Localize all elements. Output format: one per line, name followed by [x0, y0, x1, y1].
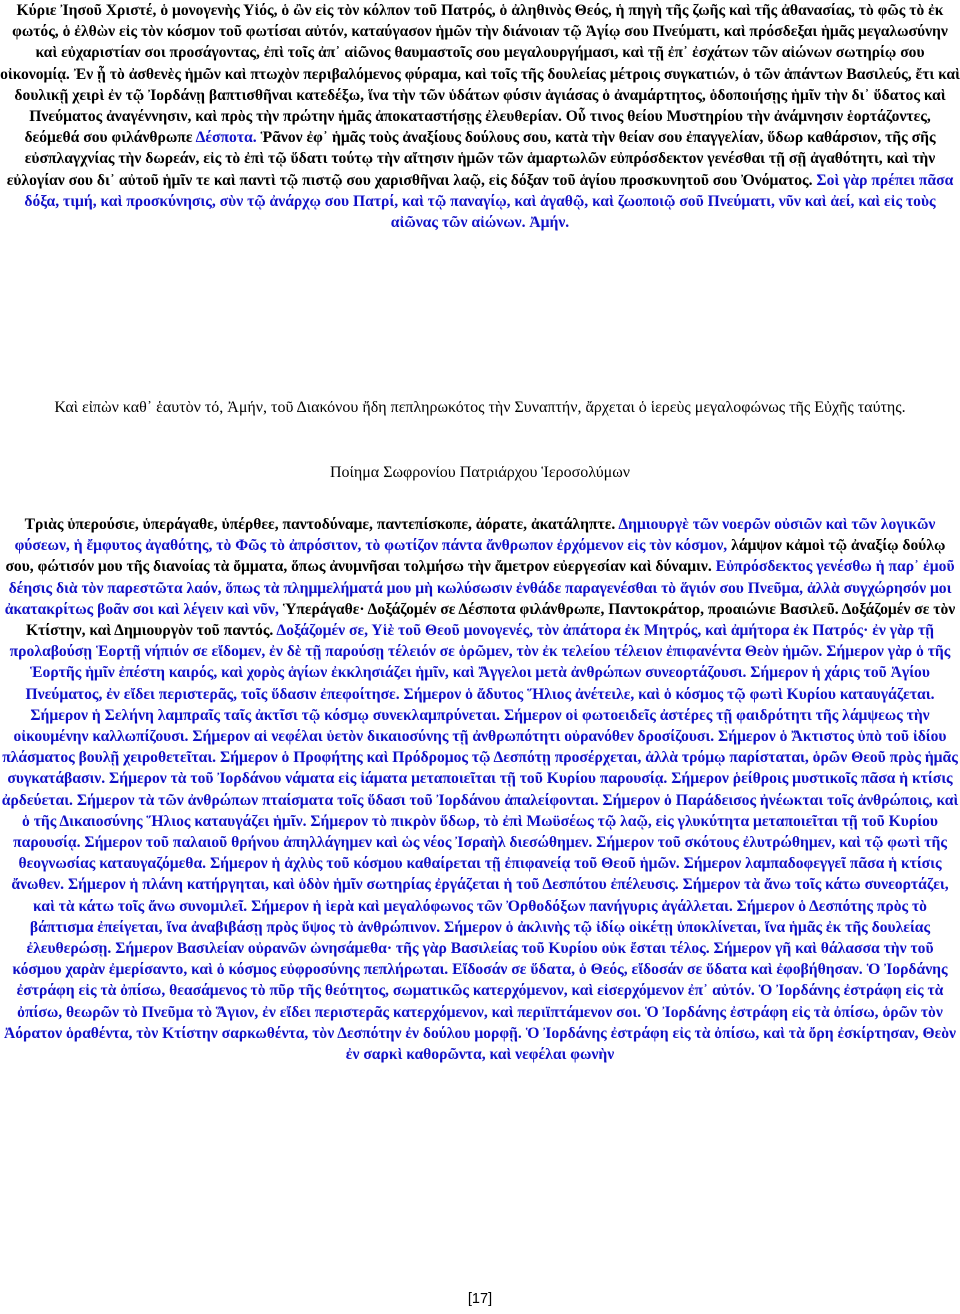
hymn-part-2: λάμψον κἀμοὶ τῷ ἀναξίῳ δούλῳ σου, φώτισόν μου τῆς διανοίας τὰ ὄμματα, ὅπως ἀνυμνῆσαι τολμήσω τὴν ἄμετρον εὐεργεσίαν καὶ δύναμιν.	[5, 537, 946, 576]
prayer-paragraph	[0, 0, 960, 233]
hymn-paragraph	[0, 514, 960, 1065]
hymn-red-1: Δημιουργὲ τῶν νοερῶν οὐσιῶν καὶ τῶν λογικῶν φύσεων, ἡ ἔμφυτος ἀγαθότης, τὸ Φῶς τὸ ἀπρόσιτον, τὸ φωτίζον πάντα ἄνθρωπον ἐρχόμενον εἰς τὸν κόσμον,	[14, 516, 936, 555]
prayer-text-mid: Ῥᾶνον ἐφ᾽ ἡμᾶς τοὺς ἀναξίους δούλους σου, κατὰ τὴν θείαν σου ἐπαγγελίαν, ὕδωρ καθάρσιον, τῆς σῆς εὐσπλαγχνίας τὴν δωρεάν, εἰς τὸ ἐπὶ τῷ ὕδατι τούτῳ τὴν αἴτησιν ἡμῶν τῶν ἁμαρτωλῶν εὐπρόσδεκτον γενέσθαι τῇ σῇ ἀγαθότητι, καὶ τὴν εὐλογίαν σου δι᾽ αὐτοῦ ἡμῖν τε καὶ παντὶ τῷ πιστῷ σου χαρισθῆναι λαῷ, εἰς δόξαν τοῦ ἁγίου προσκυνητοῦ σου Ὀνόματος.	[6, 129, 936, 189]
hymn-start: Τριὰς ὑπερούσιε, ὑπεράγαθε, ὑπέρθεε, παντοδύναμε, παντεπίσκοπε, ἀόρατε, ἀκατάληπτε.	[24, 516, 616, 533]
page-number: [17]	[467, 1291, 493, 1307]
prayer-red-text-2: Σοὶ γὰρ πρέπει πᾶσα δόξα, τιμή, καὶ προσκύνησις, σὺν τῷ ἀνάρχῳ σου Πατρί, καὶ τῷ παναγίῳ, καὶ ἀγαθῷ, καὶ ζωοποιῷ σοῦ Πνεύματι, νῦν καὶ ἀεί, καὶ εἰς τοὺς αἰῶνας τῶν αἰώνων. Ἀμήν.	[24, 171, 954, 232]
hymn-red-2: Εὐπρόσδεκτος γενέσθω ἡ παρ᾽ ἐμοῦ δέησις διὰ τὸν παρεστῶτα λαόν, ὅπως τὰ πλημμελήματά μου μὴ κωλύσωσιν ἐνθάδε παραγενέσθαι τὸ ἅγιόν σου Πνεῦμα, ἀλλὰ συγχώρησόν μοι ἀκατακρίτως βοᾶν σοι καὶ λέγειν καὶ νῦν,	[4, 558, 955, 618]
prayer-text: Κύριε Ἰησοῦ Χριστέ, ὁ μονογενὴς Υἱός, ὁ ὢν εἰς τὸν κόλπον τοῦ Πατρός, ὁ ἀληθινὸς Θεός, ἡ πηγὴ τῆς ζωῆς καὶ τῆς ἀθανασίας, τὸ φῶς τὸ ἐκ φωτός, ὁ ἐλθὼν εἰς τὸν κόσμον τοῦ φωτίσαι αὐτόν, καταύγασον ἡμῶν τὴν διάνοιαν τῷ Ἁγίῳ σου Πνεύματι, καὶ πρόσδεξαι ἡμᾶς μεγαλωσύνην καὶ εὐχαριστίαν σοι προσάγοντας, ἐπὶ τοῖς ἀπ᾽ αἰῶνος θαυμαστοῖς σου μεγαλουργήμασι, καὶ τῇ ἐπ᾽ ἐσχάτων τῶν αἰώνων σωτηρίῳ σου οἰκονομίᾳ. Ἐν ᾗ τὸ ἀσθενὲς ἡμῶν καὶ πτωχὸν περιβαλόμενος φύραμα, καὶ τοῖς τῆς δουλείας μέτροις συγκατιών, ὁ τῶν ἁπάντων Βασιλεύς, ἔτι καὶ δουλικῇ χειρὶ ἐν τῷ Ἰορδάνῃ βαπτισθῆναι κατεδέξω, ἵνα τὴν τῶν ὑδάτων φύσιν ἁγιάσας ὁ ἀναμάρτητος, ὁδοποιήσῃς ἡμῖν τὴν δι᾽ ὕδατος καὶ Πνεύματος ἀναγέννησιν, καὶ πρὸς τὴν πρώτην ἡμᾶς ἀποκαταστήσῃς ἐλευθερίαν. Οὗ τινος θείου Μυστηρίου τὴν ἀνάμνησιν ἑορτάζοντες, δεόμεθά σου φιλάνθρωπε	[0, 2, 960, 147]
poem-title: Ποίημα Σωφρονίου Πατριάρχου Ἱεροσολύμων	[330, 464, 630, 481]
prayer-red-text-1: Δέσποτα.	[195, 129, 257, 147]
rubric: Καὶ εἰπὼν καθ᾽ ἑαυτὸν τό, Ἀμήν, τοῦ Διακόνου ἤδη πεπληρωκότος τὴν Συναπτήν, ἄρχεται ὁ ἱερεὺς μεγαλοφώνως τῆς Εὐχῆς ταύτης.	[54, 399, 906, 416]
hymn-rest: Δοξάζομέν σε, Υἱὲ τοῦ Θεοῦ μονογενές, τὸν ἀπάτορα ἐκ Μητρός, καὶ ἀμήτορα ἐκ Πατρός· ἐν γὰρ τῇ προλαβούσῃ Ἑορτῇ νήπιόν σε εἴδομεν, ἐν δὲ τῇ παρούσῃ τέλειόν σε ὁρῶμεν, τὸν ἐκ τελείου τέλειον ἐπιφανέντα Θεὸν ἡμῶν. Σήμερον γὰρ ὁ τῆς Ἑορτῆς ἡμῖν ἐπέστη καιρός, καὶ χορὸς ἁγίων ἐκκλησιάζει ἡμῖν, καὶ Ἄγγελοι μετὰ ἀνθρώπων συνεορτάζουσι. Σήμερον ἡ χάρις τοῦ Ἁγίου Πνεύματος, ἐν εἴδει περιστερᾶς, τοῖς ὕδασιν ἐπεφοίτησε. Σήμερον ὁ ἄδυτος Ἥλιος ἀνέτειλε, καὶ ὁ κόσμος τῷ φωτὶ Κυρίου καταυγάζεται. Σήμερον ἡ Σελήνη λαμπραῖς ταῖς ἀκτῖσι τῷ κόσμῳ συνεκλαμπρύνεται. Σήμερον οἱ φωτοειδεῖς ἀστέρες τῇ φαιδρότητι τῆς λάμψεως τὴν οἰκουμένην καλλωπίζουσι. Σήμερον αἱ νεφέλαι ὑετὸν δικαιοσύνης τῇ ἀνθρωπότητι οὐρανόθεν δροσίζουσι. Σήμερον ὁ Ἄκτιστος ὑπὸ τοῦ ἰδίου πλάσματος βουλῇ χειροθετεῖται. Σήμερον ὁ Προφήτης καὶ Πρόδρομος τῷ Δεσπότῃ προσέρχεται, ἀλλὰ τρόμῳ παρίσταται, ὁρῶν Θεοῦ πρὸς ἡμᾶς συγκατάβασιν. Σήμερον τὰ τοῦ Ἰορδάνου νάματα εἰς ἰάματα μεταποιεῖται τῇ τοῦ Κυρίου παρουσίᾳ. Σήμερον ῥείθροις μυστικοῖς πᾶσα ἡ κτίσις ἀρδεύεται. Σήμερον τὰ τῶν ἀνθρώπων πταίσματα τοῖς ὕδασι τοῦ Ἰορδάνου ἀπαλείφονται. Σήμερον ὁ Παράδεισος ἠνέωκται τοῖς ἀνθρώποις, καὶ ὁ τῆς Δικαιοσύνης Ἥλιος καταυγάζει ἡμῖν. Σήμερον τὸ πικρὸν ὕδωρ, τὸ ἐπὶ Μωϋσέως τῷ λαῷ, εἰς γλυκύτητα μεταποιεῖται τῇ τοῦ Κυρίου παρουσίᾳ. Σήμερον τοῦ παλαιοῦ θρήνου ἀπηλλάγημεν καὶ ὡς νέος Ἰσραὴλ διεσώθημεν. Σήμερον τοῦ σκότους ἐλυτρώθημεν, καὶ τῷ φωτὶ τῆς θεογνωσίας καταυγαζόμεθα. Σήμερον ἡ ἀχλὺς τοῦ κόσμου καθαίρεται τῇ ἐπιφανείᾳ τοῦ Θεοῦ ἡμῶν. Σήμερον λαμπαδοφεγγεῖ πᾶσα ἡ κτίσις ἄνωθεν. Σήμερον ἡ πλάνη κατήργηται, καὶ ὁδὸν ἡμῖν σωτηρίας ἐργάζεται ἡ τοῦ Δεσπότου ἐπέλευσις. Σήμερον τὰ ἄνω τοῖς κάτω συνεορτάζει, καὶ τὰ κάτω τοῖς ἄνω συνομιλεῖ. Σήμερον ἡ ἱερὰ καὶ μεγαλόφωνος τῶν Ὀρθοδόξων πανήγυρις ἀγάλλεται. Σήμερον ὁ Δεσπότης πρὸς τὸ βάπτισμα ἐπείγεται, ἵνα ἀναβιβάσῃ πρὸς ὕψος τὸ ἀνθρώπινον. Σήμερον ὁ ἀκλινὴς τῷ ἰδίῳ οἰκέτῃ ὑποκλίνεται, ἵνα ἡμᾶς ἐκ τῆς δουλείας ἐλευθερώσῃ. Σήμερον Βασιλείαν οὐρανῶν ὠνησάμεθα· τῆς γὰρ Βασιλείας τοῦ Κυρίου οὐκ ἔσται τέλος. Σήμερον γῆ καὶ θάλασσα τὴν τοῦ κόσμου χαρὰν ἐμερίσαντο, καὶ ὁ κόσμος εὐφροσύνης πεπλήρωται. Εἴδοσάν σε ὕδατα, ὁ Θεός, εἴδοσάν σε ὕδατα καὶ ἐφοβήθησαν. Ὁ Ἰορδάνης ἐστράφη εἰς τὰ ὀπίσω, θεασάμενος τὸ πῦρ τῆς θεότητος, σωματικῶς κατερχόμενον, καὶ εἰσερχόμενον ἐπ᾽ αὐτόν. Ὁ Ἰορδάνης ἐστράφη εἰς τὰ ὀπίσω, θεωρῶν τὸ Πνεῦμα τὸ Ἅγιον, ἐν εἴδει περιστερᾶς κατερχόμενον, καὶ περιϊπτάμενον σοι. Ὁ Ἰορδάνης ἐστράφη εἰς τὰ ὀπίσω, ὁρῶν τὸν Ἀόρατον ὁραθέντα, τὸν Κτίστην σαρκωθέντα, τὸν Δεσπότην ἐν δούλου μορφῇ. Ὁ Ἰορδάνης ἐστράφη εἰς τὰ ὀπίσω, καὶ τὰ ὄρη ἐσκίρτησαν, Θεὸν ἐν σαρκὶ καθορῶντα, καὶ νεφέλαι φωνὴν	[1, 622, 959, 1064]
hymn-part-3: Ὑπεράγαθε· Δοξάζομέν σε Δέσποτα φιλάνθρωπε, Παντοκράτορ, προαιώνιε Βασιλεῦ. Δοξάζομέν σε τὸν Κτίστην, καὶ Δημιουργὸν τοῦ παντός.	[25, 600, 956, 640]
